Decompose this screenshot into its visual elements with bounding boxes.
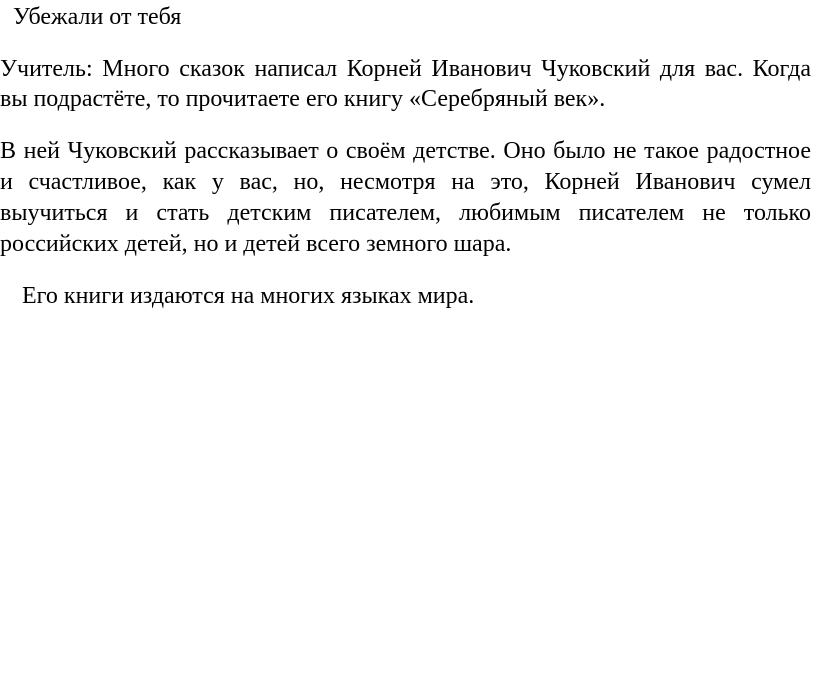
paragraph-2-line-1: В ней Чуковский рассказывает о своём детстве. Оно было не такое радостное (0, 138, 811, 164)
paragraph-2-line-3: выучиться и стать детским писателем, любимым писателем не только (0, 200, 811, 226)
paragraph-1-line-2: вы подрастёте, то прочитаете его книгу «Серебряный век». (0, 86, 606, 112)
paragraph-2-line-2: и счастливое, как у вас, но, несмотря на это, Корней Иванович сумел (0, 169, 811, 195)
text-line-heading: Убежали от тебя (13, 4, 182, 30)
paragraph-3-line-1: Его книги издаются на многих языках мира. (22, 283, 475, 309)
paragraph-1-line-1: Учитель: Много сказок написал Корней Иванович Чуковский для вас. Когда (0, 56, 811, 82)
paragraph-2-line-4: российских детей, но и детей всего земного шара. (0, 231, 512, 257)
